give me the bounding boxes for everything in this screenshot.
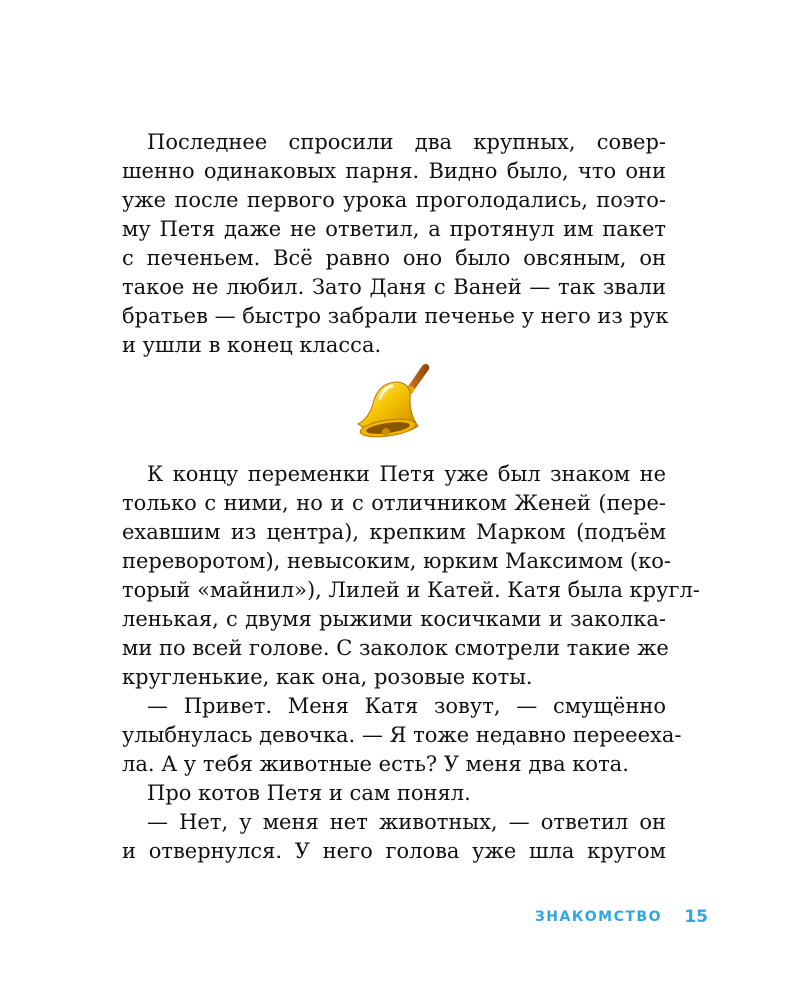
- paragraph-1-line-3: уже после первого урока проголодались, поэто-: [122, 188, 666, 212]
- paragraph-2-line-1: К концу переменки Петя уже был знаком не: [147, 462, 666, 486]
- paragraph-2-line-4: переворотом), невысоким, юрким Максимом (ко-: [122, 549, 671, 573]
- paragraph-1-line-4: му Петя даже не ответил, а протянул им пакет: [122, 217, 666, 241]
- paragraph-1-line-8: и ушли в конец класса.: [122, 333, 382, 357]
- dialogue-line-5: — Нет, у меня нет животных, — ответил он: [147, 810, 666, 834]
- paragraph-2-line-3: ехавшим из центра), крепким Марком (подъём: [122, 520, 666, 544]
- dialogue-line-1: — Привет. Меня Катя зовут, — смущённо: [147, 694, 666, 718]
- dialogue-line-3: ла. А у тебя животные есть? У меня два кота.: [122, 752, 629, 776]
- paragraph-2-line-2: только с ними, но и с отличником Женей (пере-: [122, 491, 666, 515]
- paragraph-1-line-7: братьев — быстро забрали печенье у него из рук: [122, 304, 669, 328]
- bell-icon: [352, 360, 436, 444]
- paragraph-2-line-6: ленькая, с двумя рыжими косичками и заколка-: [122, 607, 666, 631]
- paragraph-1-line-5: с печеньем. Всё равно оно было овсяным, он: [122, 246, 666, 270]
- dialogue-line-2: улыбнулась девочка. — Я тоже недавно переееха-: [122, 723, 682, 747]
- paragraph-2-line-5: торый «майнил»), Лилей и Катей. Катя была кругл-: [122, 578, 700, 602]
- paragraph-2-line-8: кругленькие, как она, розовые коты.: [122, 665, 533, 689]
- paragraph-1-line-2: шенно одинаковых парня. Видно было, что они: [122, 159, 666, 183]
- paragraph-1-line-6: такое не любил. Зато Даня с Ваней — так звали: [122, 275, 666, 299]
- running-title: ЗНАКОМСТВО: [534, 909, 662, 925]
- paragraph-1-line-1: Последнее спросили два крупных, совер-: [147, 130, 666, 154]
- page-footer: [0, 904, 800, 930]
- dialogue-line-6: и отвернулся. У него голова уже шла кругом: [122, 839, 666, 863]
- dialogue-line-4: Про котов Петя и сам понял.: [147, 781, 471, 805]
- paragraph-2-line-7: ми по всей голове. С заколок смотрели такие же: [122, 636, 669, 660]
- page-number: 15: [684, 907, 708, 927]
